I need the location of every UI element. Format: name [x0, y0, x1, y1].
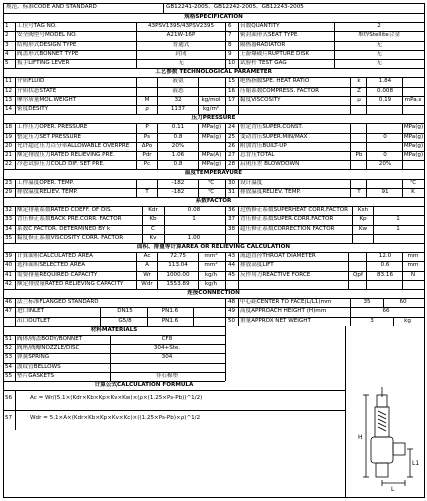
pressure-label: 工作压力OPER. PRESSURE	[17, 124, 88, 131]
pressure-symbol: Ps	[143, 133, 151, 140]
row-number: 9	[228, 50, 232, 57]
material-label: 阀座/阀瓣NOZZLE/DISC	[17, 345, 80, 352]
drawing-bonnet	[375, 407, 389, 437]
row-number: 1	[5, 23, 9, 30]
pressure-unit: MPa(g)	[403, 124, 424, 131]
v-rule	[225, 298, 226, 326]
row-number: 50	[228, 317, 236, 324]
row-number: 53	[5, 354, 13, 361]
pressure-symbol: P	[145, 124, 149, 131]
row-number: 47	[5, 308, 13, 315]
row-number: 51	[5, 336, 13, 342]
area-symbol: Wdr	[141, 280, 153, 287]
pressure-label: 附加背压BUILT-UP	[240, 142, 287, 149]
v-rule	[147, 307, 148, 325]
h-rule	[3, 390, 345, 391]
v-rule	[157, 179, 158, 197]
tech-label: 介质状态STATE	[17, 87, 57, 94]
row-number: 48	[228, 299, 236, 306]
row-number: 46	[5, 299, 13, 306]
tech-label: 密度DESITY	[17, 106, 49, 112]
v-rule	[157, 77, 158, 114]
temp-label: 排放温度RELIEV. TEMP.	[17, 188, 78, 195]
area-label: 选择面积SELECTED AREA	[17, 262, 86, 269]
v-rule	[393, 317, 394, 326]
center-to-face-label: 中心距CENTER TO FACE(L/L1)mm	[240, 299, 332, 306]
row-number: 22	[5, 161, 13, 168]
spec-label: 工位号TAG NO.	[17, 23, 57, 30]
tech-value: 0.008	[376, 87, 393, 94]
row-number: 19	[5, 133, 13, 140]
pressure-label: 额定排放压力RATED RELIEVING PRE.	[17, 152, 115, 158]
area-label: 需要排量REQUIRED CAPACITY	[17, 271, 98, 278]
temp-unit: K	[411, 188, 415, 195]
spec-value: 无	[376, 41, 382, 48]
v-rule	[350, 77, 351, 114]
inlet-label: 进口INLET	[17, 308, 45, 315]
tech-value: 32	[174, 96, 182, 103]
area-symbol: Ac	[143, 253, 151, 260]
area-symbol: Qpf	[353, 271, 363, 278]
pressure-label: 整定压力SET PRESSURE	[17, 133, 82, 140]
factor-label: 背压修正系数BACK PRE.CORR. FACTOR	[17, 216, 122, 223]
v-rule	[402, 77, 403, 114]
area-label: 计算面积CALCULATED AREA	[17, 253, 93, 260]
area-unit: mm²	[204, 262, 218, 269]
area-label: 反作用力REACTIVE FORCE	[240, 271, 311, 278]
section-connection: 连接CONNECTION	[187, 290, 240, 296]
temp-value: -182	[171, 188, 185, 195]
v-rule	[225, 77, 226, 114]
v-rule	[348, 252, 349, 289]
v-rule	[225, 326, 226, 381]
code-standard-label: 规范、标准CODE AND STANDARD	[6, 4, 97, 10]
row-number: 21	[5, 152, 13, 158]
pressure-value: 0	[383, 133, 387, 140]
pressure-symbol: ΔPo	[141, 142, 153, 149]
row-number: 25	[228, 133, 236, 140]
pressure-value: 0.8	[173, 133, 183, 140]
row-number: 12	[5, 87, 13, 94]
factor-symbol: Ksh	[357, 207, 369, 214]
v-rule	[15, 298, 16, 326]
pressure-label: 总背压TOTAL	[240, 152, 275, 158]
v-rule	[424, 3, 425, 498]
pressure-value: 0.8	[173, 161, 183, 168]
tech-value: 液氨	[172, 78, 184, 85]
v-rule	[136, 22, 137, 68]
row-number: 3	[5, 41, 9, 48]
area-value: 1553.89	[166, 280, 190, 287]
row-number: 38	[228, 225, 236, 232]
row-number: 49	[228, 308, 236, 315]
center-to-face-l1: 60	[399, 299, 407, 306]
approach-height-value: 66	[382, 308, 390, 315]
v-rule	[238, 22, 239, 68]
v-rule	[238, 298, 239, 326]
spec-value: A21W-16P	[166, 32, 196, 39]
v-rule	[238, 123, 239, 169]
v-rule	[142, 206, 143, 243]
area-label: 排放高度LIFT	[240, 262, 274, 269]
row-number: 33	[5, 216, 13, 223]
factor-value: 1	[192, 216, 196, 223]
tech-label: 绝热指数SPE. HEAT RATIO	[240, 78, 310, 85]
v-rule	[334, 22, 335, 68]
temp-symbol: T	[357, 188, 361, 195]
factor-label: 背压修正系数SUPER.CORR.FACTOR	[240, 216, 334, 223]
v-rule	[225, 206, 226, 243]
temp-value: -182	[171, 179, 185, 186]
v-rule	[238, 179, 239, 197]
pressure-label: 恒定背压SUPER.CONST.	[240, 124, 303, 131]
temp-label: 排放温度RELIEV. TEMP.	[240, 188, 301, 195]
factor-symbol: Kp	[359, 216, 367, 223]
v-rule	[157, 252, 158, 289]
v-rule	[225, 179, 226, 197]
v-rule	[15, 252, 16, 289]
formula-text: Wdr = 5.1×A×(Kdr×Kb×Kp×Kv×Kc)×((1.25×Ps-Pb)×ρ)^1/2	[30, 415, 201, 422]
v-rule	[366, 179, 367, 197]
row-number: 20	[5, 142, 13, 149]
spec-label: 台数QUANTITY	[240, 23, 280, 30]
v-rule	[157, 123, 158, 169]
factor-symbol: Kv	[149, 234, 157, 241]
v-rule	[110, 335, 111, 381]
area-symbol: A	[145, 262, 149, 269]
inlet-rating: PN1.6	[161, 308, 179, 315]
factor-label: 系数C FACTOR. DETERMINED BY k	[17, 225, 111, 232]
area-unit: mm²	[204, 253, 218, 260]
pressure-unit: MPa(g)	[201, 161, 222, 168]
v-rule	[225, 252, 226, 289]
spec-value: 43PSV1395/43PSV2395	[147, 23, 215, 30]
row-number: 45	[228, 271, 236, 278]
net-weight-label: 重量APPROX NET WEIGHT	[240, 317, 311, 324]
tech-value: 1137	[170, 106, 186, 112]
spec-value: 无	[376, 50, 382, 57]
row-number: 32	[5, 207, 13, 214]
pressure-unit: MPa(g)	[201, 124, 222, 131]
row-number: 36	[228, 207, 236, 214]
row-number: 18	[5, 124, 13, 131]
v-rule	[225, 123, 226, 169]
spec-value: 堆焊Stellite合金	[358, 32, 400, 39]
tech-unit: kg/m²	[202, 106, 220, 112]
material-label: 波纹管BELLOWS	[17, 363, 61, 370]
net-weight-value: 3	[370, 317, 374, 324]
v-rule	[350, 298, 351, 326]
pressure-symbol: Pb	[355, 152, 363, 158]
row-number: 11	[5, 78, 13, 85]
row-number: 13	[5, 96, 13, 103]
tech-symbol: k	[357, 78, 361, 85]
row-number: 52	[5, 345, 13, 352]
factor-label: 额定排量系数RATED COEFF. OF DIS.	[17, 207, 113, 214]
spec-label: 隔热器RADIATOR	[240, 41, 286, 48]
area-value: 72.75	[169, 253, 186, 260]
area-label: 流道直径THROAT DIAMETER	[240, 253, 316, 260]
h-rule	[3, 410, 345, 411]
flanged-standard-label: 法兰标准FLANGED STANDARD	[17, 299, 99, 306]
factor-symbol: Kw	[358, 225, 368, 232]
row-number: 44	[228, 262, 236, 269]
row-number: 55	[5, 372, 13, 379]
tech-label: 摩尔质量MOL.WEIGHT	[17, 96, 77, 103]
approach-height-label: 高度APPROACH HEIGHT (H)mm	[240, 308, 327, 315]
material-label: 阀体/阀盖BODY/BONNET	[17, 336, 83, 342]
factor-label: 过热修正系数SUPERHEAT CORR.FACTOR	[240, 207, 349, 214]
tech-value: 1.84	[378, 78, 392, 85]
area-value: 83.16	[376, 271, 393, 278]
v-rule	[193, 307, 194, 325]
v-rule	[225, 22, 226, 68]
v-rule	[238, 206, 239, 243]
inlet-size: DN15	[117, 308, 133, 315]
pressure-label: 冷态试验压力COLD DIF. SET PRE.	[17, 161, 105, 168]
spec-label: 阀盖形式BONNET TYPE	[17, 50, 79, 57]
pressure-unit: MPa(g)	[403, 152, 424, 158]
v-rule	[164, 206, 165, 243]
temp-unit: ℃	[409, 179, 417, 186]
row-number: 31	[228, 188, 236, 195]
tech-label: 压缩系数COMPRESS. FACTOR	[240, 87, 320, 94]
row-number: 17	[228, 96, 236, 103]
pressure-symbol: Pdr	[142, 152, 152, 158]
temp-unit: ℃	[207, 179, 215, 186]
row-number: 28	[228, 161, 236, 168]
temp-symbol: T	[145, 188, 149, 195]
material-value: 非石棉垫	[155, 372, 179, 379]
v-rule	[163, 3, 164, 13]
area-value: 113.04	[168, 262, 188, 269]
v-rule	[136, 179, 137, 197]
area-value: 12.0	[378, 253, 392, 260]
row-number: 56	[5, 395, 13, 402]
pressure-value: 20%	[171, 142, 185, 149]
row-number: 41	[5, 271, 13, 278]
spec-value: 2	[377, 23, 381, 30]
row-number: 40	[5, 262, 13, 269]
area-symbol: Wr	[143, 271, 151, 278]
v-rule	[136, 123, 137, 169]
material-value: 304+Ste.	[153, 345, 181, 352]
row-number: 30	[228, 179, 236, 186]
area-label: 额定排放量RATED RELIEVING CAPACITY	[17, 280, 124, 287]
v-rule	[15, 123, 16, 169]
temp-unit: ℃	[207, 188, 215, 195]
row-number: 34	[5, 225, 13, 232]
row-number: 23	[5, 179, 13, 186]
drawing-dim-l1: L1	[412, 460, 420, 467]
tech-label: 介质FLUID	[17, 78, 45, 85]
tech-value: 0.19	[378, 96, 392, 103]
row-number: 5	[5, 60, 9, 66]
pressure-symbol: Pc	[143, 161, 151, 168]
row-number: 37	[228, 216, 236, 223]
drawing-inlet	[376, 463, 388, 477]
h-rule	[3, 307, 424, 308]
row-number: 15	[228, 78, 236, 85]
valve-drawing	[348, 385, 418, 499]
row-number: 16	[228, 87, 236, 94]
section-tech-parameter: 工艺参数 TECHNOLOGICAL PARAMETER	[155, 69, 272, 76]
v-rule	[350, 123, 351, 169]
row-number: 39	[5, 253, 13, 260]
factor-label: 黏度修正系数VISCOSITY CORR. FACTOR	[17, 234, 124, 241]
tech-unit: kg/mol	[201, 96, 221, 103]
spec-label: 安全阀型号MODEL NO.	[17, 32, 78, 39]
v-rule	[15, 206, 16, 243]
factor-symbol: Kb	[149, 216, 157, 223]
row-number: 29	[5, 188, 13, 195]
net-weight-unit: kg	[404, 317, 411, 324]
v-rule	[15, 390, 16, 430]
tech-symbol: μ	[357, 96, 361, 103]
row-number: 42	[5, 280, 13, 287]
row-number: 14	[5, 106, 13, 112]
material-label: 弹簧SPRING	[17, 354, 50, 361]
drawing-body	[371, 437, 393, 463]
row-number: 6	[228, 23, 232, 30]
section-specification: 规格SPECIFICATION	[184, 14, 243, 20]
formula-text: Ac = Wr/(5.1×(Kdr×Kb×Kp×Kv×Kw)×(ρ×(1.25×Ps-Pb))^1/2)	[30, 395, 203, 402]
drawing-dim-l: L	[391, 486, 395, 493]
pressure-value: 20%	[378, 161, 392, 168]
row-number: 26	[228, 142, 236, 149]
factor-symbol: Kdr	[148, 207, 158, 214]
area-value: 1000.00	[166, 271, 190, 278]
row-number: 8	[228, 41, 232, 48]
v-rule	[345, 326, 346, 497]
v-rule	[352, 206, 353, 243]
pressure-unit: MPa(g)	[403, 133, 424, 140]
drawing-dim-h: H	[358, 434, 363, 441]
row-number: 27	[228, 152, 236, 158]
spec-value: 封闭	[175, 50, 187, 57]
temp-label: 工作温度OPER. TEMP.	[17, 179, 74, 186]
v-rule	[136, 252, 137, 289]
v-rule	[238, 77, 239, 114]
spec-value: 无	[178, 60, 184, 66]
area-unit: N	[410, 271, 416, 278]
spec-value: 无	[376, 60, 382, 66]
v-rule	[373, 206, 374, 243]
v-rule	[15, 77, 16, 114]
factor-label: 超压修正系数CORRECTION FACTOR	[240, 225, 335, 232]
section-temperature: 温度TEMPERAYURE	[184, 170, 243, 177]
v-rule	[15, 179, 16, 197]
material-value: CF8	[161, 336, 173, 342]
h-rule	[3, 317, 424, 318]
pressure-label: 变动背压SUPER.MIN/MAX	[240, 133, 308, 140]
tech-value: 液态	[172, 87, 184, 94]
v-rule	[15, 335, 16, 381]
material-value: 304	[161, 354, 173, 361]
area-unit: mm	[407, 253, 419, 260]
center-to-face-l: 35	[363, 299, 371, 306]
row-number: 4	[5, 50, 9, 57]
section-area: 面积、排量等计算AREA OR RELIEVING CALCULATION	[136, 244, 291, 250]
row-number: 43	[228, 253, 236, 260]
row-number: 57	[5, 415, 13, 422]
section-pressure: 压力PRESSURE	[191, 115, 236, 122]
pressure-label: 启闭压差 BLOWDOWN	[240, 161, 300, 168]
outlet-size: G5/8	[118, 317, 132, 324]
pressure-unit: MPa(A)	[201, 152, 222, 158]
pressure-label: 允许超过压力百分率ALLOWABLE OVERPRE	[17, 142, 130, 149]
pressure-value: 0.11	[171, 124, 185, 131]
v-rule	[238, 252, 239, 289]
pressure-unit: MPa(g)	[403, 142, 424, 149]
pressure-unit: MPa(g)	[201, 133, 222, 140]
area-unit: kg/h	[204, 280, 218, 287]
spec-label: 试验杆 TEST GAG	[240, 60, 287, 66]
outlet-rating: PN1.6	[161, 317, 179, 324]
tech-symbol: M	[144, 96, 150, 103]
spec-label: 上游爆破片RUPTURE DISK	[240, 50, 310, 57]
pressure-value: 0	[383, 152, 387, 158]
code-standard-value: GB12241-2005、GB12242-2005、GB12243-2005	[166, 4, 304, 10]
factor-symbol: C	[151, 225, 155, 232]
v-rule	[366, 252, 367, 289]
drawing-outlet	[393, 443, 405, 455]
spec-value: 普通式	[172, 41, 190, 48]
row-number: 7	[228, 32, 232, 39]
row-number: 35	[5, 234, 13, 241]
outlet-label: 出口OUTLET	[17, 317, 51, 324]
pressure-value: 1.06	[171, 152, 185, 158]
v-rule	[100, 307, 101, 325]
v-rule	[366, 123, 367, 169]
row-number: 10	[228, 60, 236, 66]
area-unit: mm	[407, 262, 419, 269]
factor-value: 1.00	[187, 234, 201, 241]
spec-label: 扳手LIFTING LEVER	[17, 60, 70, 66]
factor-value: 0.08	[187, 207, 201, 214]
v-rule	[15, 22, 16, 68]
tech-symbol: ρ	[145, 106, 149, 112]
v-rule	[383, 298, 384, 307]
section-formula: 计算公式CALCULATION FORMULA	[94, 382, 194, 388]
tech-symbol: Z	[357, 87, 361, 94]
section-factor: 系数FACTOR	[195, 198, 232, 204]
area-value: 0.6	[380, 262, 390, 269]
temp-label: 设计温度	[240, 179, 263, 186]
spec-label: 结构形式DESIGN TYPE	[17, 41, 77, 48]
row-number: 54	[5, 363, 13, 370]
tech-unit: mPa.s	[404, 96, 422, 103]
area-unit: kg/h	[204, 271, 218, 278]
row-number: 2	[5, 32, 9, 39]
section-materials: 材料MATERIALS	[90, 326, 138, 333]
tech-label: 黏度VISCOSITY	[240, 96, 281, 103]
factor-value: 1	[396, 225, 400, 232]
v-rule	[366, 77, 367, 114]
v-rule	[136, 77, 137, 114]
v-rule	[350, 179, 351, 197]
factor-value: 1	[396, 216, 400, 223]
temp-value: 91	[381, 188, 389, 195]
row-number: 24	[228, 124, 236, 131]
material-label: 垫片GASKETS	[17, 372, 55, 379]
spec-label: 密封面形式SEAT TYPE	[240, 32, 298, 39]
